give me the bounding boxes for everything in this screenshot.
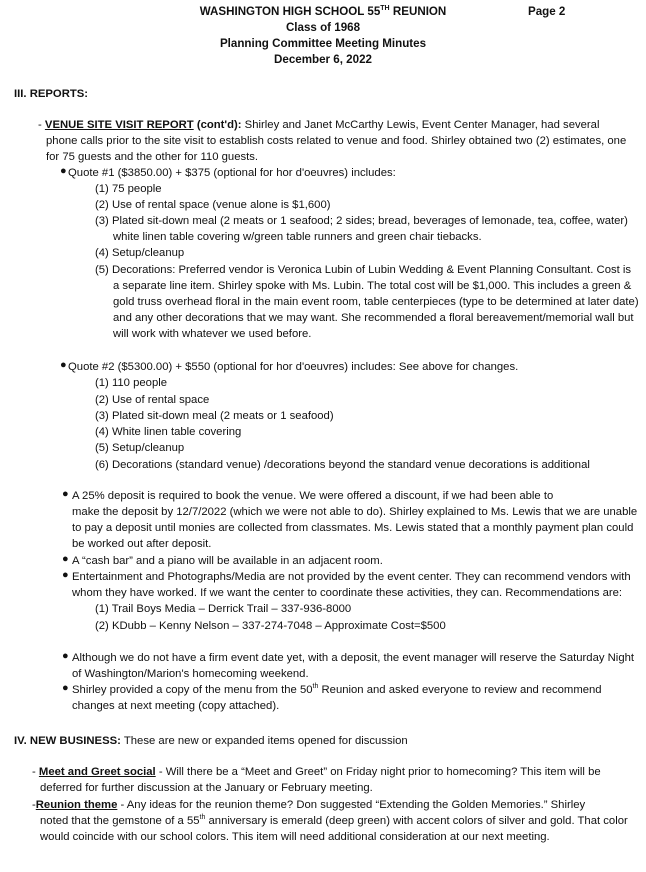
quote1-title: Quote #1 ($3850.00) + $375 (optional for hor d'oeuvres) includes: (68, 167, 396, 179)
quote2-title: Quote #2 ($5300.00) + $550 (optional for hor d'oeuvres) includes: See above for changes. (68, 361, 519, 373)
cash-bar-text: A “cash bar” and a piano will be available in an adjacent room. (72, 555, 383, 567)
quote2-item: (5) Setup/cleanup (95, 442, 185, 454)
vendor-item: (2) KDubb – Kenny Nelson – 337-274-7048 – Approximate Cost=$500 (95, 620, 446, 632)
deposit-text: be worked out after deposit. (72, 538, 212, 550)
class-year: Class of 1968 (285, 21, 361, 34)
new-business-heading: IV. NEW BUSINESS: These are new or expanded items opened for discussion (14, 735, 408, 747)
quote2-item: (1) 110 people (95, 377, 168, 389)
reunion-theme-line: -Reunion theme - Any ideas for the reunion theme? Don suggested “Extending the Golden Memories.” Shirley (32, 799, 586, 811)
quote1-item-cont: a separate line item. Shirley spoke with Ms. Lubin. The total cost will be $1,000. This includes a green & (113, 280, 632, 292)
reunion-theme-text: would coincide with our school colors. This item will need additional consideration at our next meeting. (40, 831, 550, 843)
deposit-text: to pay a deposit until monies are collected from classmates. Ms. Lewis stated that a monthly payment plan could (72, 522, 634, 534)
bullet-icon: ● (62, 569, 69, 581)
quote1-item: (2) Use of rental space (venue alone is $1,600) (95, 199, 331, 211)
quote1-item: (3) Plated sit-down meal (2 meats or 1 seafood; 2 sides; bread, beverages of lemonade, tea, coffee, water) (95, 215, 628, 227)
meet-greet-text: deferred for further discussion at the January or February meeting. (40, 782, 373, 794)
entertainment-text: whom they have worked. If we want the center to coordinate these activities, they can. Recommendations are: (72, 587, 623, 599)
bullet-icon: ● (62, 553, 69, 565)
meeting-date: December 6, 2022 (274, 53, 372, 66)
event-date-text: Although we do not have a firm event date yet, with a deposit, the event manager will reserve the Saturday Night (72, 652, 635, 664)
page-number: Page 2 (528, 5, 566, 18)
quote1-item-cont: white linen table covering w/green table runners and green chair tiebacks. (113, 231, 482, 243)
event-date-text: of Washington/Marion's homecoming weekend. (72, 668, 309, 680)
quote1-item: (1) 75 people (95, 183, 162, 195)
reunion-theme-text: noted that the gemstone of a 55th anniversary is emerald (deep green) with accent colors of silver and gold. That color (40, 814, 628, 827)
deposit-text: make the deposit by 12/7/2022 (which we were not able to do). Shirley explained to Ms. Lewis that we are unable (72, 506, 638, 518)
quote1-item-cont: gold truss overhead floral in the main event room, table centerpieces (type to be determined at later date) (113, 296, 639, 308)
reunion-theme-title: Reunion theme (35, 799, 118, 811)
deposit-text: A 25% deposit is required to book the venue. We were offered a discount, if we had been able to (72, 490, 554, 502)
venue-report-text: Shirley and Janet McCarthy Lewis, Event Center Manager, had several phone calls prior to the site visit to establish costs related to venue and food. Shirley obtained two (2) estimates, one for 75 guests and the other for 110 guests. (46, 119, 627, 163)
reports-heading: III. REPORTS: (14, 88, 89, 100)
quote1-item: (5) Decorations: Preferred vendor is Veronica Lubin of Lubin Wedding & Event Planning Consultant. Cost is (95, 264, 632, 276)
quote2-item: (6) Decorations (standard venue) /decorations beyond the standard venue decorations is additional (95, 459, 590, 471)
quote1-item-cont: will work with whatever we used before. (113, 328, 312, 340)
vendor-item: (1) Trail Boys Media – Derrick Trail – 337-936-8000 (95, 603, 352, 615)
menu-text: changes at next meeting (copy attached). (72, 700, 280, 712)
entertainment-text: Entertainment and Photographs/Media are not provided by the event center. They can recommend vendors with (72, 571, 631, 583)
venue-report-title: VENUE SITE VISIT REPORT (44, 119, 194, 131)
menu-text: Shirley provided a copy of the menu from the 50th Reunion and asked everyone to review and recommend (72, 683, 602, 696)
meet-greet-title: Meet and Greet social (38, 766, 156, 778)
quote2-item: (2) Use of rental space (95, 394, 210, 406)
quote1-item: (4) Setup/cleanup (95, 247, 185, 259)
meet-greet-line: - Meet and Greet social - Will there be a “Meet and Greet” on Friday night prior to homecoming? This item will be (32, 766, 601, 778)
quote1-item-cont: and any other decorations that we may want. She recommended a floral bereavement/memorial wall but (113, 312, 634, 324)
quote2-item: (4) White linen table covering (95, 426, 242, 438)
bullet-icon: ● (62, 488, 69, 500)
bullet-icon: ● (62, 650, 69, 662)
document-title: WASHINGTON HIGH SCHOOL 55TH REUNION (199, 5, 447, 18)
bullet-icon: ● (60, 165, 67, 177)
document-subtitle: Planning Committee Meeting Minutes (219, 37, 427, 50)
bullet-icon: ● (62, 682, 69, 694)
bullet-icon: ● (60, 359, 67, 371)
venue-report-line1: - VENUE SITE VISIT REPORT (cont'd): Shirley and Janet McCarthy Lewis, Event Center Manager, had several phone calls prior to the site visit to establish costs related to venue and food. Shirley obtained two (2) estimates, one for 75 guests and the other for 110 guests. (38, 119, 627, 163)
quote2-item: (3) Plated sit-down meal (2 meats or 1 seafood) (95, 410, 334, 422)
